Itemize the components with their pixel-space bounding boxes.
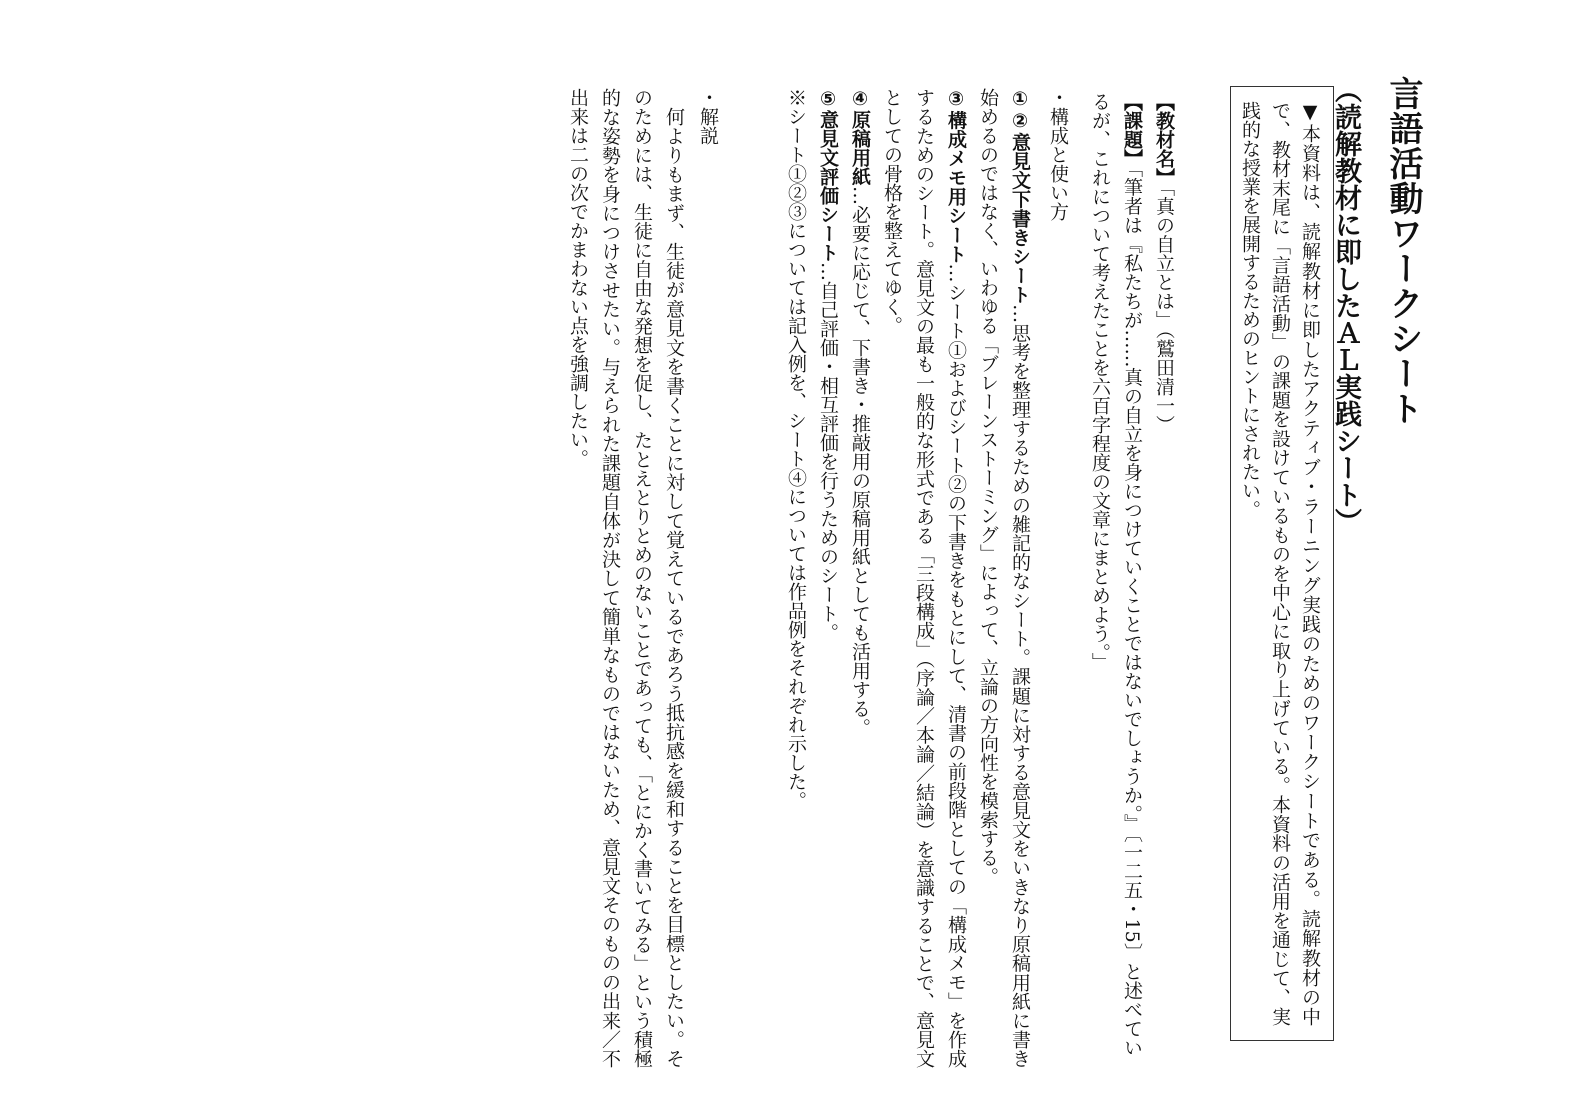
sheet-description: …シート①およびシート②の下書きをもとにして、清書の前段階としての「構成メモ」を作成するためのシート。意見文の最も一般的な形式である「三段構成」（序論／本論／結論）を意識することで、意見文としての骨格を整えてゆく。 [881,88,967,1069]
list-item [844,88,876,1068]
material-name-row [1148,92,1180,1062]
structure-list [716,88,1036,1068]
structure-heading: ・構成と使い方 [1047,88,1069,221]
list-item [812,88,844,1068]
material-name-value: 「真の自立とは」（鷲田清一） [1153,187,1175,434]
list-item [876,88,972,1068]
material-info [1089,92,1180,1062]
title-subtitle: （読解教材に即したＡＬ実践シート） [1330,76,1361,535]
page-title [1330,76,1432,876]
structure-note: ※シート①②③については記入例を、シート④については作品例をそれぞれ示した。 [785,88,807,810]
notice-box: ▼本資料は、読解教材に即したアクティブ・ラーニング実践のためのワークシートである。読解教材の中で、教材末尾に「言語活動」の課題を設けているものを中心に取り上げている。本資料の活用を通じて、実践的な授業を展開するためのヒントにされたい。 [1230,86,1334,1041]
sheet-description: …自己評価・相互評価を行うためのシート。 [817,262,839,642]
material-name-label: 【教材名】 [1153,92,1175,187]
task-text: 「筆者は『私たちが……真の自立を身につけていくことではないでしょうか。』〔一二五・15〕と述べているが、これについて考えたことを六百字程度の文章にまとめよう。」 [1089,92,1143,1057]
commentary-heading: ・解説 [697,88,719,145]
list-item [972,88,1036,1068]
sheet-description: …必要に応じて、下書き・推敲用の原稿用紙としても活用する。 [849,186,871,737]
sheet-label: ③構成メモ用シート [945,88,967,264]
sheet-label: ①②意見文下書きシート [1009,88,1031,305]
task-label: 【課題】 [1121,92,1143,168]
sheet-description: …思考を整理するための雑記的なシート。課題に対する意見文をいきなり原稿用紙に書き始めるのではなく、いわゆる「ブレーンストーミング」によって、立論の方向性を模索する。 [977,88,1031,1069]
title-main: 言語活動ワークシート [1383,76,1423,426]
commentary-body: 何よりもまず、生徒が意見文を書くことに対して覚えているであろう抵抗感を緩和することを目標としたい。そのためには、生徒に自由な発想を促し、たとえとりとめのないことであっても、「とにかく書いてみる」という積極的な姿勢を身につけさせたい。与えられた課題自体が決して簡単なものではないため、意見文そのものの出来／不出来は二の次でかまわない点を強調したい。 [567,88,685,1068]
task-row [1084,92,1148,1062]
sheet-label: ④原稿用紙 [849,88,871,186]
sheet-label: ⑤意見文評価シート [817,88,839,262]
